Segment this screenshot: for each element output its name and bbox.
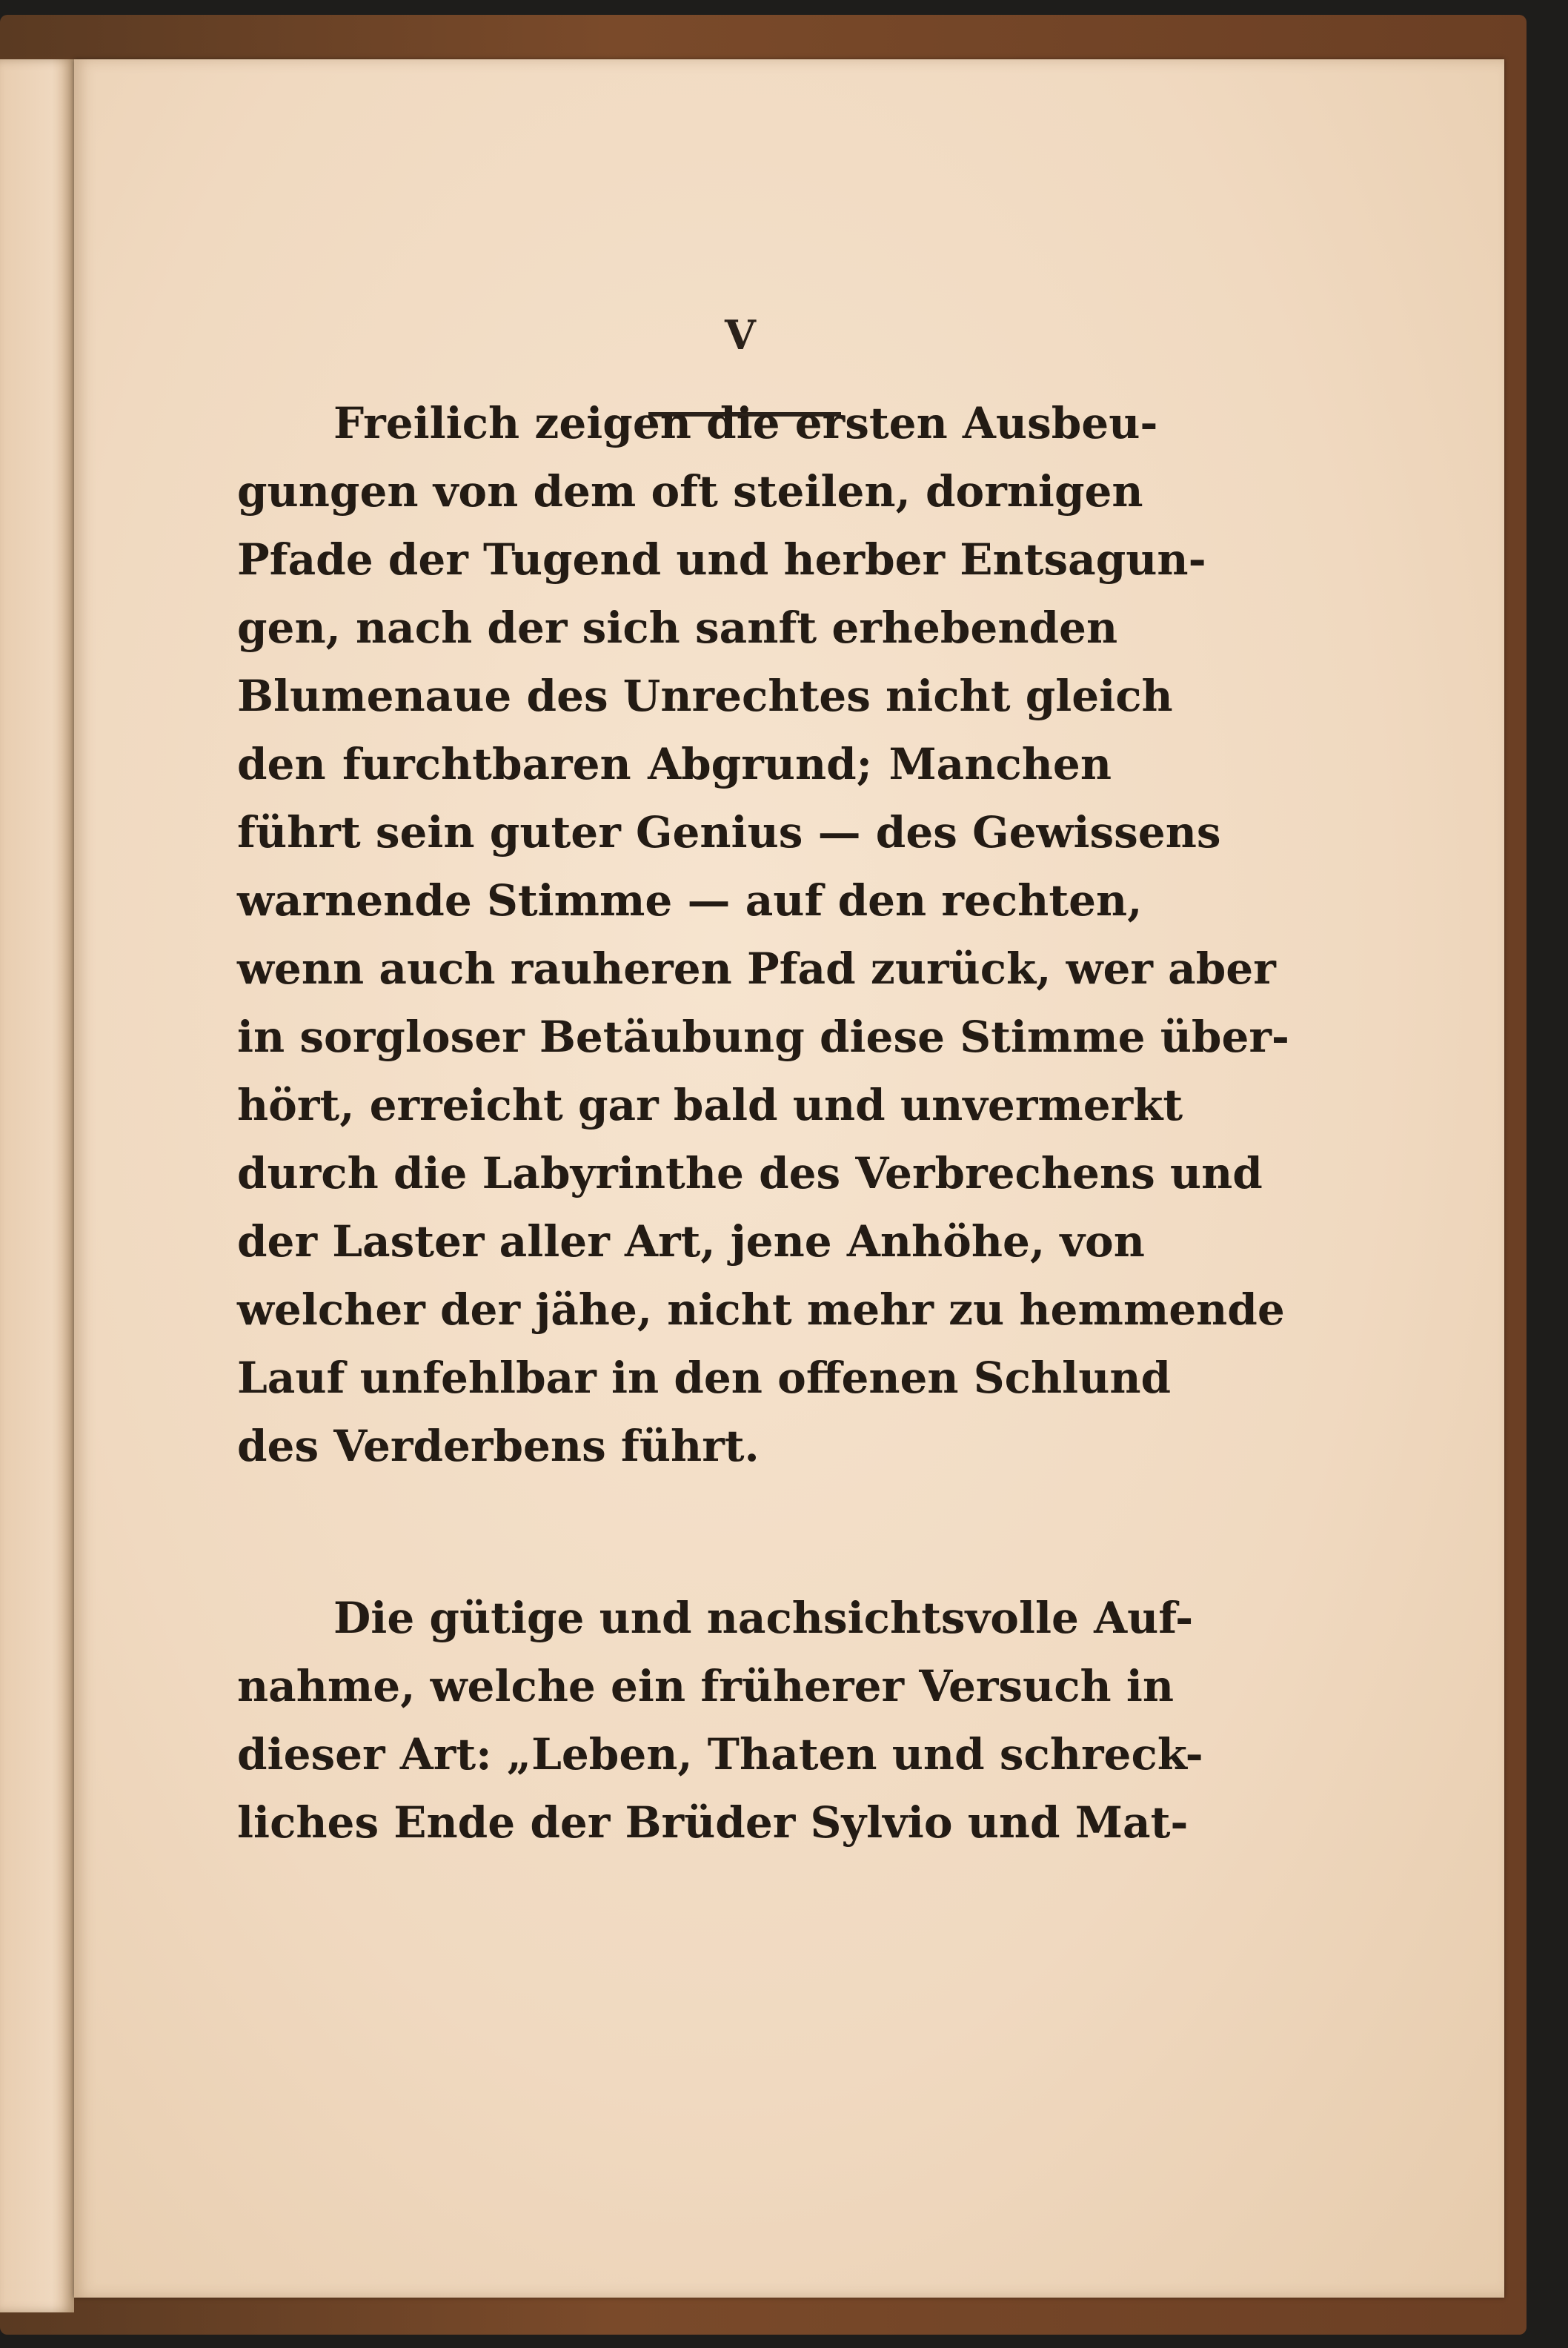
text-line: den furchtbaren Abgrund; Manchen xyxy=(237,739,1112,789)
text-line: wenn auch rauheren Pfad zurück, wer aber xyxy=(237,943,1276,994)
left-page-edge xyxy=(0,59,74,2312)
page-number: V xyxy=(725,311,757,359)
text-line: hört, erreicht gar bald und unvermerkt xyxy=(237,1080,1183,1130)
text-line: des Verderbens führt. xyxy=(237,1421,760,1471)
paragraph-1 xyxy=(237,389,1290,1480)
text-line: gen, nach der sich sanft erhebenden xyxy=(237,603,1118,653)
paragraph-gap xyxy=(237,1480,1112,1584)
text-line: warnende Stimme — auf den rechten, xyxy=(237,875,1143,926)
text-line: nahme, welche ein früherer Versuch in xyxy=(237,1661,1175,1711)
text-line: führt sein guter Genius — des Gewissens xyxy=(237,807,1221,858)
text-line: in sorgloser Betäubung diese Stimme über- xyxy=(237,1012,1290,1062)
text-line: gungen von dem oft steilen, dornigen xyxy=(237,466,1143,517)
text-line: Blumenaue des Unrechtes nicht gleich xyxy=(237,671,1173,721)
text-line: liches Ende der Brüder Sylvio und Mat- xyxy=(237,1797,1189,1848)
text-line: Lauf unfehlbar in den offenen Schlund xyxy=(237,1353,1172,1403)
text-line: durch die Labyrinthe des Verbrechens und xyxy=(237,1148,1263,1198)
text-line: Freilich zeigen die ersten Ausbeu- xyxy=(333,398,1158,448)
page-text xyxy=(237,389,1290,1857)
text-line: der Laster aller Art, jene Anhöhe, von xyxy=(237,1216,1145,1267)
text-line: dieser Art: „Leben, Thaten und schreck- xyxy=(237,1729,1203,1780)
paragraph-2 xyxy=(237,1584,1203,1857)
text-line: welcher der jähe, nicht mehr zu hemmende xyxy=(237,1284,1285,1335)
text-line: Pfade der Tugend und herber Entsagun- xyxy=(237,534,1206,585)
text-line: Die gütige und nachsichtsvolle Auf- xyxy=(333,1593,1194,1643)
